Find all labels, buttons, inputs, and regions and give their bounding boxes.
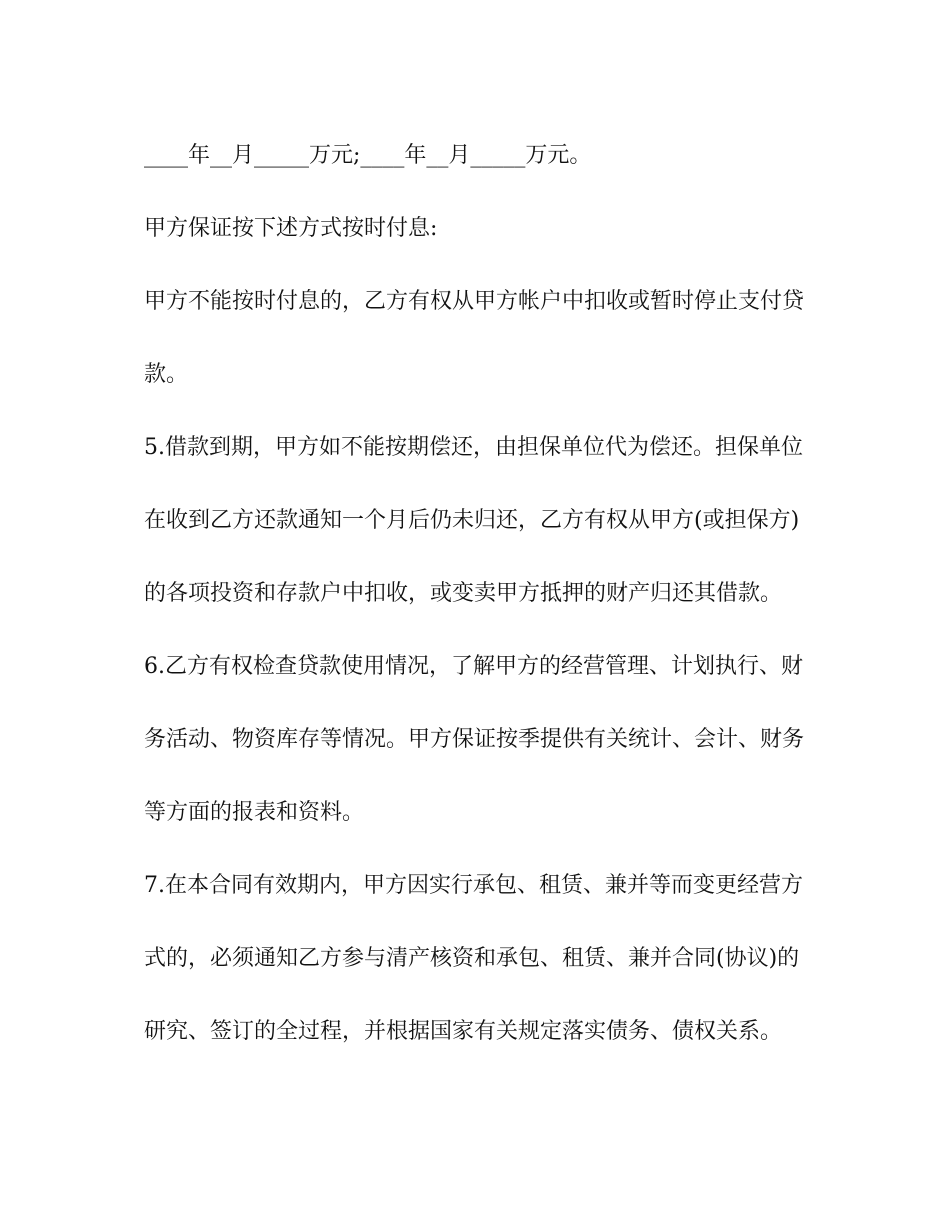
interest-payment-line: 甲方保证按下述方式按时付息: — [144, 216, 438, 241]
repayment-schedule-line: ____年__月_____万元;____年__月_____万元。 — [144, 143, 592, 168]
paragraph-line: 务活动、物资库存等情况。甲方保证按季提供有关统计、会计、财务 — [144, 727, 805, 752]
paragraph-line: 式的，必须通知乙方参与清产核资和承包、租赁、兼并合同(协议)的 — [144, 946, 800, 971]
paragraph-line: 等方面的报表和资料。 — [144, 800, 365, 825]
paragraph-line: 在收到乙方还款通知一个月后仍未归还，乙方有权从甲方(或担保方) — [144, 508, 800, 533]
paragraph-line: 甲方不能按时付息的，乙方有权从甲方帐户中扣收或暂时停止支付贷 — [144, 289, 805, 314]
paragraph-line: 研究、签订的全过程，并根据国家有关规定落实债务、债权关系。 — [144, 1019, 783, 1044]
clause-5-line: 5.借款到期，甲方如不能按期偿还，由担保单位代为偿还。担保单位 — [144, 435, 803, 460]
clause-7-line: 7.在本合同有效期内，甲方因实行承包、租赁、兼并等而变更经营方 — [144, 873, 803, 898]
paragraph-line: 款。 — [144, 362, 189, 387]
paragraph-line: 的各项投资和存款户中扣收，或变卖甲方抵押的财产归还其借款。 — [144, 581, 783, 606]
clause-6-line: 6.乙方有权检查贷款使用情况，了解甲方的经营管理、计划执行、财 — [144, 654, 803, 679]
